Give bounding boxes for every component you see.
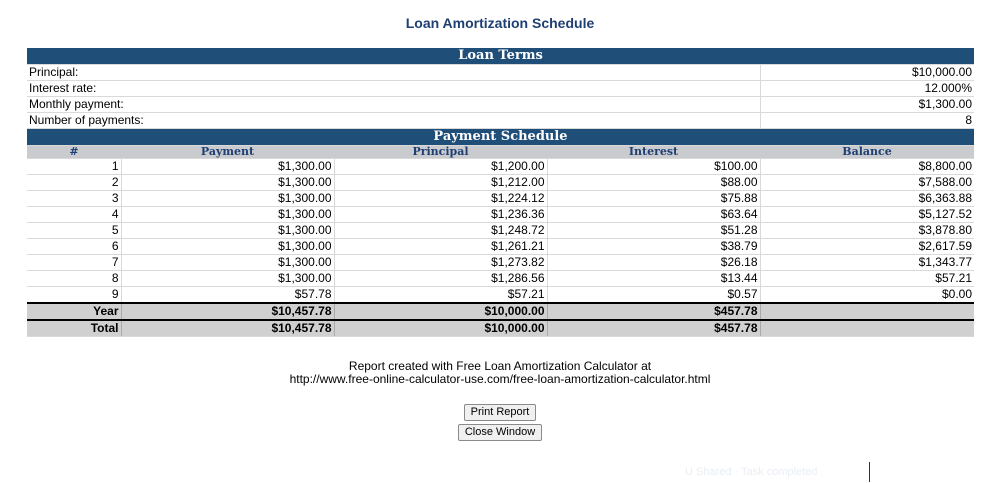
column-header: Principal	[334, 146, 547, 159]
loan-term-value: $1,300.00	[760, 97, 974, 113]
table-row	[27, 239, 974, 255]
table-row	[27, 271, 974, 287]
faint-status-text: U Shared · Task completed	[685, 466, 818, 478]
table-cell: $3,878.80	[760, 223, 974, 239]
table-cell: $1,300.00	[121, 175, 334, 191]
button-group	[0, 402, 1000, 442]
table-row	[27, 191, 974, 207]
table-cell: $51.28	[547, 223, 760, 239]
totals-cell: $457.78	[547, 303, 760, 320]
page-title: Loan Amortization Schedule	[405, 15, 595, 31]
loan-term-label: Number of payments:	[27, 113, 760, 129]
totals-cell: Total	[27, 320, 121, 337]
table-cell: 7	[27, 255, 121, 271]
totals-cell: $10,457.78	[121, 320, 334, 337]
loan-term-label: Monthly payment:	[27, 97, 760, 113]
table-cell: $57.21	[334, 287, 547, 304]
table-cell: 4	[27, 207, 121, 223]
table-cell: $7,588.00	[760, 175, 974, 191]
text-cursor	[869, 462, 870, 482]
table-row	[27, 223, 974, 239]
loan-term-label: Principal:	[27, 65, 760, 81]
table-cell: 3	[27, 191, 121, 207]
report-footer	[0, 360, 1000, 386]
table-cell: $1,300.00	[121, 239, 334, 255]
loan-term-value: 12.000%	[760, 81, 974, 97]
totals-row	[27, 303, 974, 320]
loan-term-row	[27, 113, 974, 129]
loan-terms-table	[27, 48, 974, 129]
table-row	[27, 287, 974, 304]
table-cell: $8,800.00	[760, 159, 974, 175]
table-cell: $1,224.12	[334, 191, 547, 207]
table-cell: $0.00	[760, 287, 974, 304]
schedule-column-headers	[27, 146, 974, 159]
loan-term-label: Interest rate:	[27, 81, 760, 97]
table-cell: $1,212.00	[334, 175, 547, 191]
footer-url: http://www.free-online-calculator-use.com/free-loan-amortization-calculator.html	[289, 372, 711, 386]
column-header: Balance	[760, 146, 974, 159]
close-window-button[interactable]: Close Window	[458, 424, 542, 441]
totals-cell: $10,000.00	[334, 320, 547, 337]
loan-term-row	[27, 65, 974, 81]
loan-term-row	[27, 97, 974, 113]
loan-terms-heading: Loan Terms	[27, 48, 974, 65]
table-cell: $6,363.88	[760, 191, 974, 207]
table-row	[27, 175, 974, 191]
payment-schedule-table	[27, 129, 974, 337]
table-cell: $1,248.72	[334, 223, 547, 239]
table-cell: $1,300.00	[121, 223, 334, 239]
table-cell: 6	[27, 239, 121, 255]
totals-cell	[760, 303, 974, 320]
loan-terms-body	[27, 65, 974, 129]
table-cell: $1,200.00	[334, 159, 547, 175]
totals-cell: $457.78	[547, 320, 760, 337]
loan-term-row	[27, 81, 974, 97]
column-header: Payment	[121, 146, 334, 159]
table-cell: $1,300.00	[121, 159, 334, 175]
table-cell: $1,300.00	[121, 207, 334, 223]
report-container	[27, 48, 974, 337]
column-header: #	[27, 146, 121, 159]
table-cell: $13.44	[547, 271, 760, 287]
payment-schedule-heading: Payment Schedule	[27, 129, 974, 146]
table-cell: 9	[27, 287, 121, 304]
table-cell: $26.18	[547, 255, 760, 271]
schedule-body	[27, 159, 974, 337]
table-cell: $1,236.36	[334, 207, 547, 223]
totals-cell: $10,457.78	[121, 303, 334, 320]
table-cell: $88.00	[547, 175, 760, 191]
table-cell: $100.00	[547, 159, 760, 175]
loan-term-value: $10,000.00	[760, 65, 974, 81]
table-cell: $1,273.82	[334, 255, 547, 271]
table-row	[27, 159, 974, 175]
table-cell: $38.79	[547, 239, 760, 255]
table-cell: $75.88	[547, 191, 760, 207]
totals-cell: $10,000.00	[334, 303, 547, 320]
print-report-button[interactable]: Print Report	[464, 404, 537, 421]
table-cell: $57.21	[760, 271, 974, 287]
table-cell: $63.64	[547, 207, 760, 223]
table-cell: 2	[27, 175, 121, 191]
table-cell: 1	[27, 159, 121, 175]
table-cell: 5	[27, 223, 121, 239]
totals-cell	[760, 320, 974, 337]
table-cell: $1,300.00	[121, 191, 334, 207]
table-cell: $1,300.00	[121, 271, 334, 287]
totals-row	[27, 320, 974, 337]
table-row	[27, 255, 974, 271]
totals-cell: Year	[27, 303, 121, 320]
table-cell: $0.57	[547, 287, 760, 304]
table-cell: $1,286.56	[334, 271, 547, 287]
table-cell: $57.78	[121, 287, 334, 304]
column-header: Interest	[547, 146, 760, 159]
table-cell: 8	[27, 271, 121, 287]
loan-term-value: 8	[760, 113, 974, 129]
table-cell: $2,617.59	[760, 239, 974, 255]
table-cell: $1,261.21	[334, 239, 547, 255]
table-cell: $1,343.77	[760, 255, 974, 271]
table-cell: $1,300.00	[121, 255, 334, 271]
table-row	[27, 207, 974, 223]
footer-line-1: Report created with Free Loan Amortization Calculator at	[348, 359, 652, 373]
table-cell: $5,127.52	[760, 207, 974, 223]
